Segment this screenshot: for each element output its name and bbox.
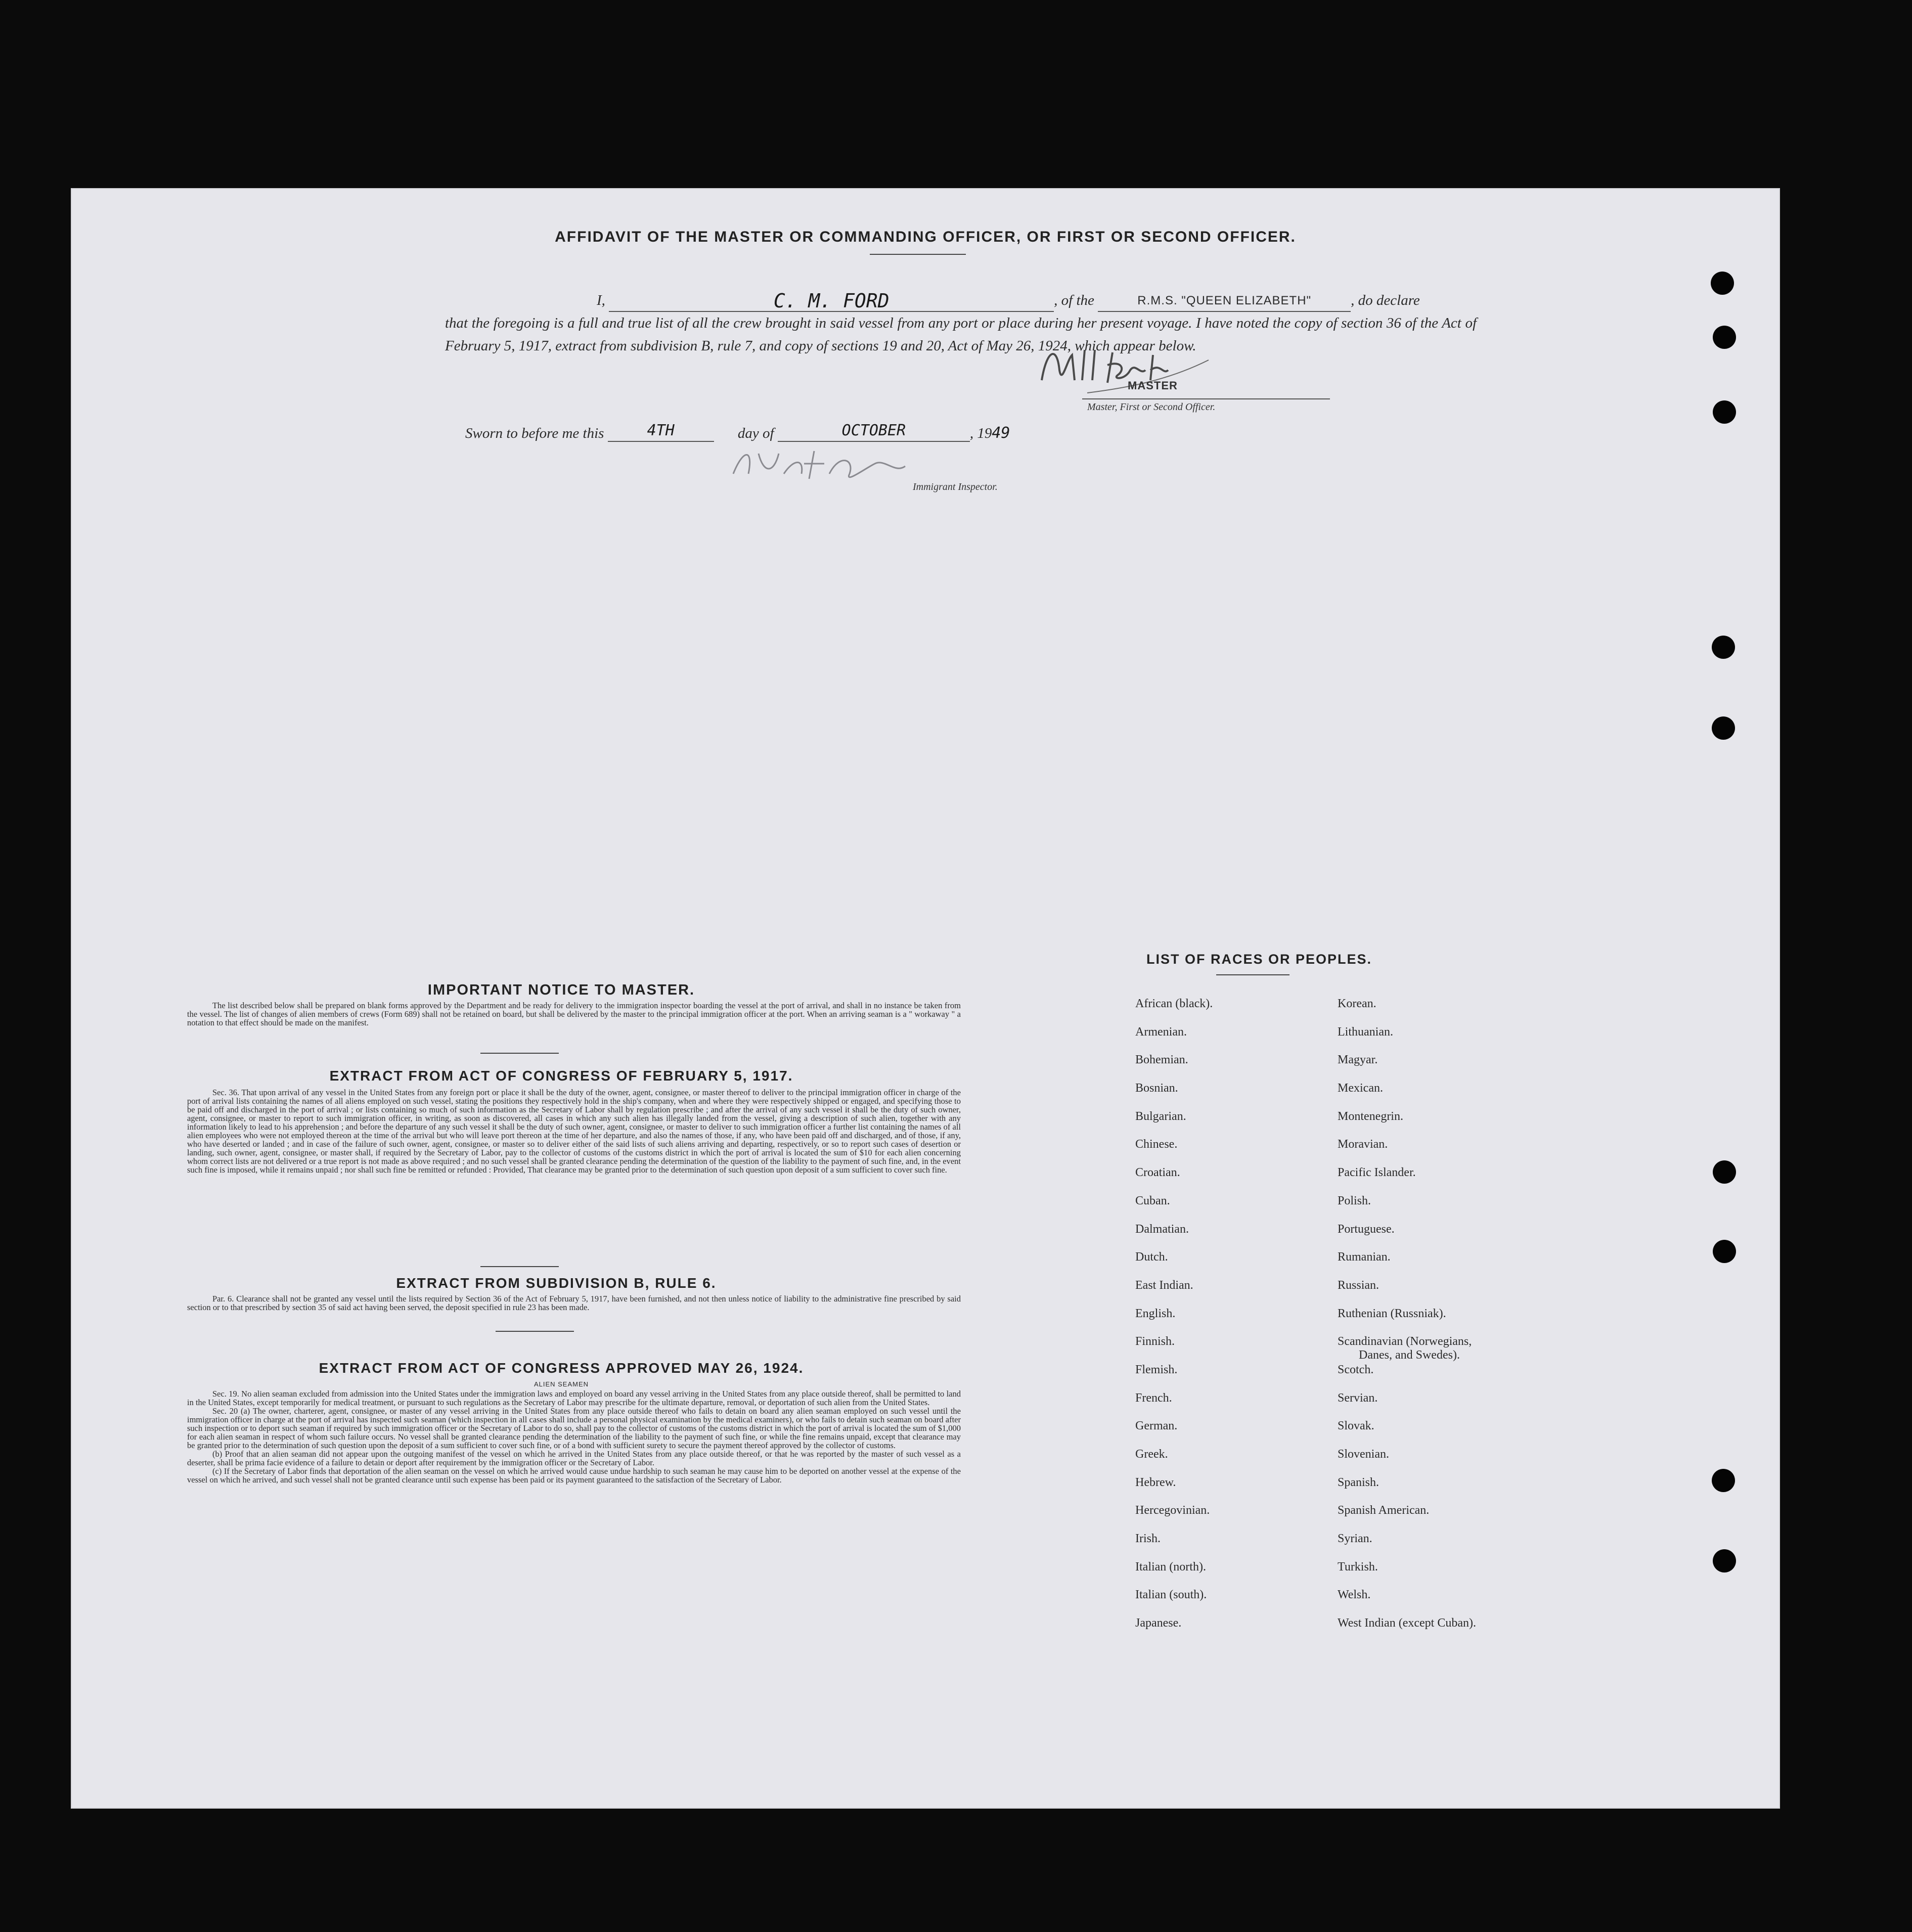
affidavit-declaration: that the foregoing is a full and true list of all the crew brought in said vessel from any port or place during her present voyage. I have noted the copy of section 36 of the Act of February 5, 1917, extract from subdivision B, rule 7, and copy of sections 19 and 20, Act of May 26, 1924, which appear below.: [445, 315, 1477, 354]
rule6-divider: [496, 1331, 574, 1332]
extract-1924-subtitle: ALIEN SEAMEN: [533, 1380, 589, 1388]
races-divider: [1216, 974, 1290, 975]
punch-hole: [1713, 400, 1736, 424]
sworn-day-field: 4TH: [608, 421, 714, 442]
race-item: Mexican.: [1338, 1082, 1383, 1095]
sworn-line: [465, 421, 1010, 442]
notice-title: IMPORTANT NOTICE TO MASTER.: [427, 982, 695, 998]
race-item: English.: [1135, 1307, 1176, 1320]
race-item: Korean.: [1338, 997, 1376, 1010]
race-item: Dutch.: [1135, 1250, 1168, 1264]
race-item: Rumanian.: [1338, 1250, 1391, 1264]
year-suffix: 49: [992, 424, 1010, 442]
race-item: Flemish.: [1135, 1363, 1178, 1376]
master-name-field: C. M. FORD: [609, 291, 1054, 312]
extract-1917-title: EXTRACT FROM ACT OF CONGRESS OF FEBRUARY 5, 1917.: [329, 1068, 793, 1084]
race-item: Bosnian.: [1135, 1082, 1178, 1095]
sec19-text: Sec. 19. No alien seaman excluded from admission into the United States under the immigration laws and employed on board any vessel arriving in the United States from any place outside thereof, shall be permitted to land in the United States, except temporarily for medical treatment, or pursuant to such regulations as the Secretary of Labor may prescribe for the ultimate departure, removal, or deportation of such alien from the United States.: [187, 1389, 961, 1407]
rule6-title: EXTRACT FROM SUBDIVISION B, RULE 6.: [396, 1275, 717, 1291]
race-item: Spanish.: [1338, 1475, 1380, 1489]
races-left-column: [1135, 996, 1213, 1644]
day-of-label: day of: [737, 425, 774, 441]
race-item: Polish.: [1338, 1194, 1371, 1207]
races-right-column: [1338, 996, 1476, 1644]
document-page: [71, 188, 1780, 1809]
rule6-text: Par. 6. Clearance shall not be granted any vessel until the lists required by Section 36 of the Act of February 5, 1917, have been furnished, and not then unless notice of liability to the administrative fine prescribed by said section or to that prescribed by section 35 of said act having been served, the deposit specified in rule 23 has been made.: [187, 1294, 961, 1312]
races-title: LIST OF RACES OR PEOPLES.: [1146, 952, 1372, 967]
race-item: Japanese.: [1135, 1616, 1182, 1630]
race-item: Scandinavian (Norwegians,: [1338, 1335, 1472, 1349]
race-item: Slovak.: [1338, 1419, 1374, 1433]
sworn-prefix: Sworn to before me this: [465, 425, 604, 441]
race-item: Montenegrin.: [1338, 1109, 1403, 1123]
race-item: Russian.: [1338, 1278, 1380, 1292]
notice-text: The list described below shall be prepared on blank forms approved by the Department and be ready for delivery to the immigration inspector boarding the vessel at the port of arrival, and shall in no instance be taken from the vessel. The list of changes of alien members of crews (Form 689) shall not be retained on board, but shall be delivered by the master to the principal immigration officer at the port. When an arriving seaman is a " workaway " a notation to that effect should be made on the manifest.: [187, 1001, 961, 1027]
affidavit-first-line: [445, 289, 1477, 312]
vessel-name-field: R.M.S. "QUEEN ELIZABETH": [1098, 291, 1351, 312]
of-the-label: , of the: [1054, 292, 1094, 308]
race-item: Lithuanian.: [1338, 1025, 1393, 1039]
race-item: Servian.: [1338, 1391, 1378, 1405]
punch-hole: [1712, 1469, 1735, 1492]
notice-divider: [480, 1053, 559, 1054]
race-item: Magyar.: [1338, 1053, 1378, 1067]
punch-hole: [1713, 1240, 1736, 1263]
race-item: West Indian (except Cuban).: [1338, 1616, 1476, 1630]
race-item: Moravian.: [1338, 1138, 1388, 1151]
extract-1924-text: [187, 1389, 961, 1484]
race-item: German.: [1135, 1419, 1178, 1433]
race-item: Cuban.: [1135, 1194, 1170, 1207]
race-item: Turkish.: [1338, 1560, 1378, 1574]
race-item: Portuguese.: [1338, 1222, 1395, 1236]
race-item: Ruthenian (Russniak).: [1338, 1307, 1446, 1320]
race-item: Syrian.: [1338, 1532, 1372, 1546]
inspector-signature: [728, 443, 910, 486]
race-item: East Indian.: [1135, 1278, 1193, 1292]
affidavit-i: I,: [597, 292, 605, 308]
affidavit-title: AFFIDAVIT OF THE MASTER OR COMMANDING OFFICER, OR FIRST OR SECOND OFFICER.: [555, 229, 1296, 245]
race-item: Dalmatian.: [1135, 1222, 1189, 1236]
race-item: Hercegovinian.: [1135, 1504, 1210, 1517]
race-item: Hebrew.: [1135, 1475, 1176, 1489]
sworn-month-field: OCTOBER: [778, 421, 970, 442]
extract-1917-divider: [480, 1266, 559, 1267]
race-item: Italian (south).: [1135, 1588, 1207, 1602]
do-declare-label: , do declare: [1351, 292, 1420, 308]
race-item: Armenian.: [1135, 1025, 1187, 1039]
race-item: Pacific Islander.: [1338, 1166, 1416, 1180]
sec20a-text: Sec. 20 (a) The owner, charterer, agent, consignee, or master of any vessel arriving in the United States from any place outside thereof who fails to detain on board any alien seaman employed on such vessel until the immigration officer in charge at the port of arrival has inspected such seaman (which inspection in all cases shall include a personal physical examination by the medical examiners), or who fails to detain such seaman on board after such inspection or to deport such seaman if required by such immigration officer or the Secretary of Labor to do so, shall pay to the collector of customs of the customs district in which the port of arrival is located the sum of $1,000 for each alien seaman in respect of whom such failure occurs. No vessel shall be granted clearance pending the determination of the liability to the payment of such fine, or while the fine remains unpaid, except that clearance may be granted prior to the determination of such question upon the deposit of a sum sufficient to cover such fine, or of a bond with sufficient surety to secure the payment thereof approved by the collector of customs.: [187, 1406, 961, 1450]
race-item: Scotch.: [1338, 1363, 1374, 1376]
extract-1924-title: EXTRACT FROM ACT OF CONGRESS APPROVED MAY 26, 1924.: [319, 1360, 804, 1376]
punch-hole: [1712, 716, 1735, 740]
punch-hole: [1713, 1549, 1736, 1572]
inspector-caption: Immigrant Inspector.: [913, 481, 998, 492]
race-item: African (black).: [1135, 997, 1213, 1010]
race-item: Danes, and Swedes).: [1359, 1349, 1460, 1362]
race-item: Greek.: [1135, 1448, 1168, 1461]
inspector-signature-mark: [728, 443, 910, 484]
race-item: Irish.: [1135, 1532, 1161, 1546]
punch-hole: [1712, 636, 1735, 659]
punch-hole: [1713, 1160, 1736, 1184]
year-prefix: , 19: [969, 425, 992, 441]
race-item: Italian (north).: [1135, 1560, 1206, 1574]
race-item: Croatian.: [1135, 1166, 1180, 1180]
master-stamp: MASTER: [1128, 379, 1178, 392]
race-item: French.: [1135, 1391, 1172, 1405]
affidavit-body: [445, 289, 1477, 357]
race-item: Bulgarian.: [1135, 1109, 1186, 1123]
punch-hole: [1711, 272, 1734, 295]
race-item: Welsh.: [1338, 1588, 1371, 1602]
master-signature-line: [1082, 398, 1330, 399]
race-item: Chinese.: [1135, 1138, 1178, 1151]
punch-hole: [1713, 326, 1736, 349]
race-item: Finnish.: [1135, 1335, 1175, 1349]
master-caption: Master, First or Second Officer.: [1087, 401, 1216, 413]
title-divider: [870, 254, 966, 255]
race-item: Bohemian.: [1135, 1053, 1188, 1067]
sec20c-text: (c) If the Secretary of Labor finds that deportation of the alien seaman on the vessel on which he arrived would cause undue hardship to such seaman he may cause him to be deported on another vessel at the expense of the vessel on which he arrived, and such vessel shall not be granted clearance until such expense has been paid or its payment guaranteed to the satisfaction of the Secretary of Labor.: [187, 1466, 961, 1485]
extract-1917-text: Sec. 36. That upon arrival of any vessel in the United States from any foreign port or place it shall be the duty of the owner, agent, consignee, or master thereof to deliver to the principal immigration officer in charge of the port of arrival lists containing the names of all aliens employed on such vessel, stating the positions they respectively hold in the ship's company, when and where they were respectively shipped or engaged, and specifying those to be paid off and discharged in the port of arrival ; or lists containing so much of such information as the Secretary of Labor shall by regulation prescribe ; and after the arrival of any such vessel it shall be the duty of such owner, agent, consignee, or master to report to such immigration officer, in writing, as soon as discovered, all cases in which any such alien has illegally landed from the vessel, giving a description of such alien, together with any information likely to lead to his apprehension ; and before the departure of any such vessel it shall be the duty of such owner, agent, consignee, or master to deliver to such immigration officer a further list containing the names of all alien employees who were not employed thereon at the time of the arrival but who will leave port thereon at the time of her departure, and also the names of those, if any, who have been paid off and discharged, and of those, if any, who have deserted or landed ; and in case of the failure of such owner, agent, consignee, or master so to deliver either of the said lists of such aliens arriving and departing, respectively, or so to report such cases of desertion or landing, such owner, agent, consignee, or master shall, if required by the Secretary of Labor, pay to the collector of customs of the customs district in which the port of arrival is located the sum of $10 for each alien concerning whom correct lists are not delivered or a true report is not made as above required ; and no such vessel shall be granted clearance pending the determination of the question of the liability to the payment of such fine, and, in the event such fine is imposed, while it remains unpaid ; nor shall such fine be remitted or refunded : Provided, That clearance may be granted prior to the determination of such question upon deposit of a sum sufficient to cover such fine.: [187, 1088, 961, 1175]
race-item: Spanish American.: [1338, 1504, 1430, 1517]
sec20b-text: (b) Proof that an alien seaman did not appear upon the outgoing manifest of the vessel on which he arrived in the United States from any place outside thereof, or that he was reported by the master of such vessel as a deserter, shall be prima facie evidence of a failure to detain or deport after requirement by the immigration officer or the Secretary of Labor.: [187, 1449, 961, 1467]
race-item: Slovenian.: [1338, 1448, 1389, 1461]
